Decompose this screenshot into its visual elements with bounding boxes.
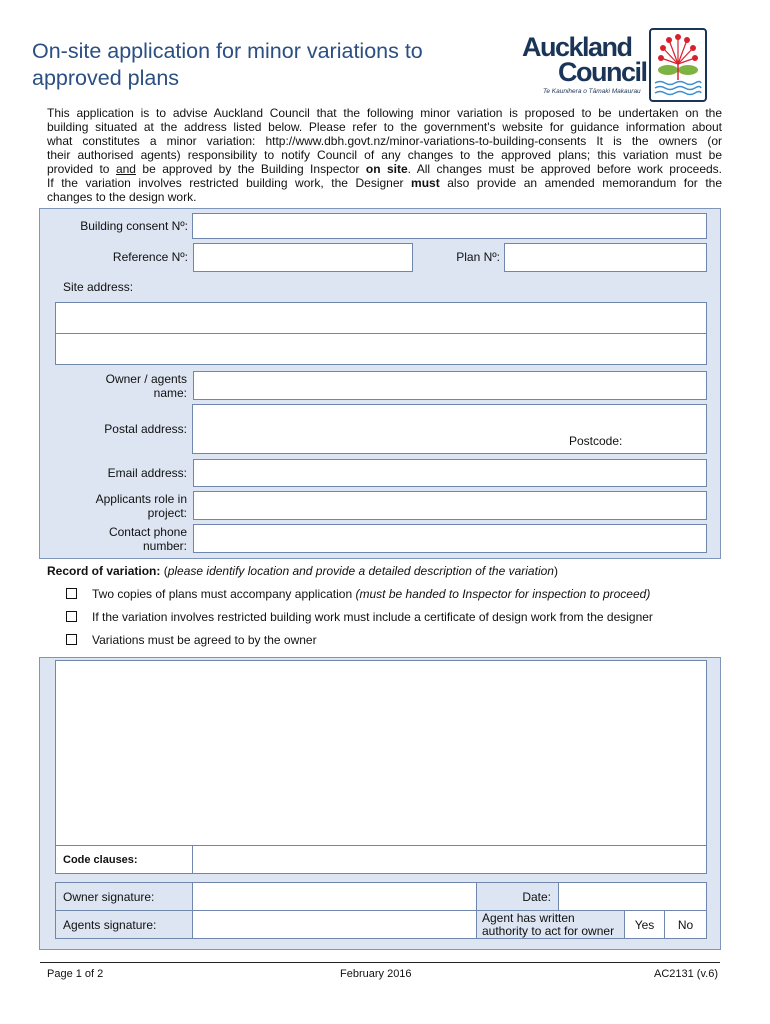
building-consent-label: Building consent Nº: xyxy=(80,219,188,233)
check-label: Variations must be agreed to by the owner xyxy=(92,633,317,647)
variation-description-textarea[interactable] xyxy=(55,660,707,846)
checkbox-two-copies[interactable] xyxy=(66,588,77,599)
record-heading: Record of variation: (please identify location and provide a detailed description of the variation) xyxy=(47,564,558,578)
pohutukawa-emblem-icon xyxy=(649,28,707,102)
check-label: If the variation involves restricted building work must include a certificate of design work from the designer xyxy=(92,610,653,624)
phone-input[interactable] xyxy=(193,524,707,553)
agents-signature-input[interactable] xyxy=(192,910,477,939)
date-input[interactable] xyxy=(558,882,707,911)
authority-yes-option[interactable]: Yes xyxy=(624,910,665,939)
agent-authority-label: Agent has written authority to act for owner xyxy=(476,910,625,939)
footer-form-code: AC2131 (v.6) xyxy=(654,968,718,980)
site-address-line-1[interactable] xyxy=(55,302,707,334)
phone-label: Contact phone number: xyxy=(108,525,187,553)
owner-name-label: Owner / agents name: xyxy=(105,372,187,400)
authority-no-option[interactable]: No xyxy=(664,910,707,939)
email-label: Email address: xyxy=(107,466,187,480)
owner-signature-label: Owner signature: xyxy=(55,882,193,911)
plan-input[interactable] xyxy=(504,243,707,272)
code-clauses-label: Code clauses: xyxy=(55,845,193,874)
footer-divider xyxy=(40,962,720,963)
checkbox-owner-agreed[interactable] xyxy=(66,634,77,645)
page-title: On-site application for minor variations to approved plans xyxy=(32,39,423,90)
email-input[interactable] xyxy=(193,459,707,487)
footer-page: Page 1 of 2 xyxy=(47,968,104,980)
postal-address-input[interactable] xyxy=(192,404,707,454)
building-consent-input[interactable] xyxy=(192,213,707,239)
owner-name-input[interactable] xyxy=(193,371,707,400)
auckland-council-logo: Auckland Council Te Kaunihera o Tāmaki Makaurau xyxy=(520,28,708,102)
intro-paragraph: This application is to advise Auckland Council that the following minor variation is proposed to be undertaken on the building situated at the address listed below. Please refer to the government's website for guidance information about what constitutes a minor variation: http://www.dbh.govt.nz/minor-variations-to-building-consents It is the owners (or their authorised agents) responsibility to notify Council of any changes to the approved plans; this variation must be provided to and be approved by the Building Inspector on site. All changes must be approved before work proceeds. If the variation involves restricted building work, the Designer must also provide an amended memorandum for the changes to the design work. xyxy=(47,106,723,204)
owner-signature-input[interactable] xyxy=(192,882,477,911)
footer-date: February 2016 xyxy=(340,968,412,980)
postal-address-label: Postal address: xyxy=(104,422,187,436)
check-label: Two copies of plans must accompany application (must be handed to Inspector for inspection to proceed) xyxy=(92,587,651,601)
reference-label: Reference Nº: xyxy=(112,250,188,264)
plan-label: Plan Nº: xyxy=(456,250,500,264)
checkbox-restricted-work[interactable] xyxy=(66,611,77,622)
code-clauses-input[interactable] xyxy=(192,845,707,874)
reference-input[interactable] xyxy=(193,243,413,272)
role-label: Applicants role in project: xyxy=(95,492,187,520)
role-input[interactable] xyxy=(193,491,707,520)
site-address-line-2[interactable] xyxy=(55,333,707,365)
site-address-label: Site address: xyxy=(63,280,134,294)
postcode-label: Postcode: xyxy=(569,434,623,448)
agents-signature-label: Agents signature: xyxy=(55,910,193,939)
date-label: Date: xyxy=(476,882,559,911)
